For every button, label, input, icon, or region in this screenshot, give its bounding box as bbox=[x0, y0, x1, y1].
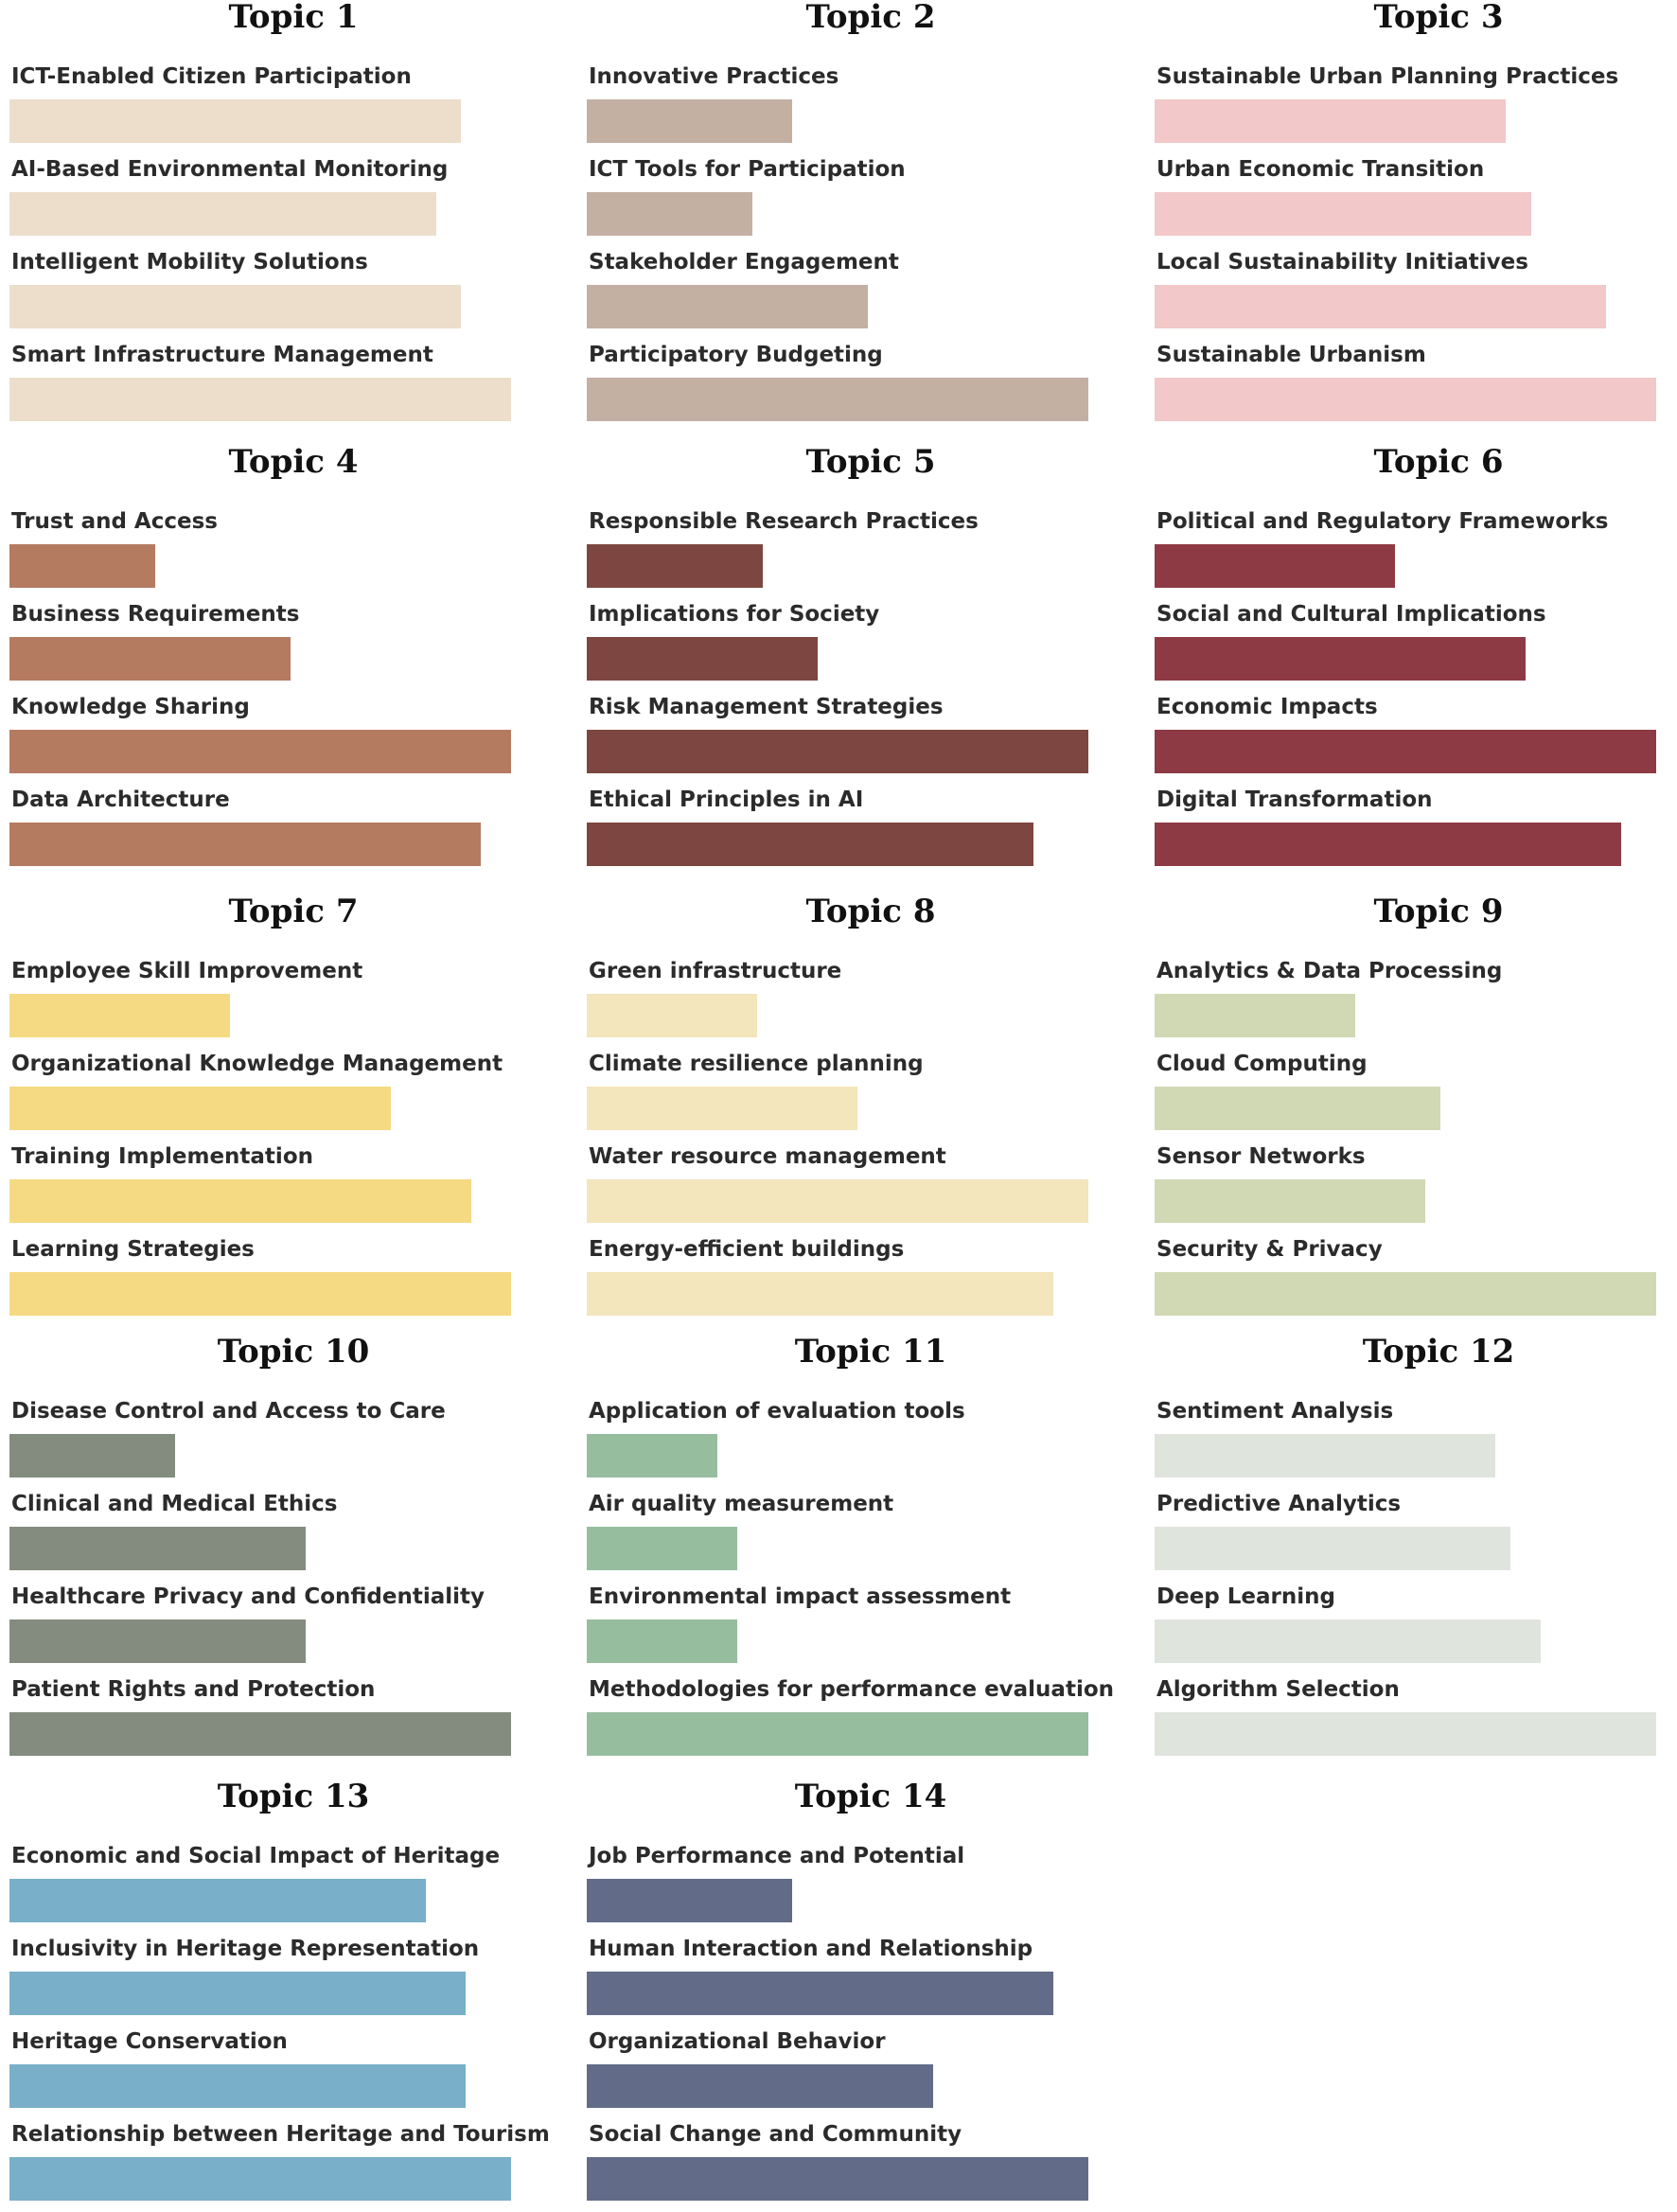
chart-title: Topic 4 bbox=[228, 443, 359, 481]
bar bbox=[1155, 99, 1506, 143]
bar-row bbox=[9, 506, 577, 599]
chart-title: Topic 2 bbox=[805, 0, 936, 36]
topic-panel bbox=[587, 445, 1155, 877]
bar bbox=[1155, 994, 1355, 1037]
topic-panel bbox=[9, 0, 577, 433]
bar-row bbox=[1155, 340, 1677, 433]
bar bbox=[587, 378, 1088, 421]
topic-panel bbox=[587, 1779, 1155, 2212]
bar-row bbox=[9, 1582, 577, 1674]
bar bbox=[9, 1087, 391, 1130]
topic-panel bbox=[587, 1335, 1155, 1767]
category-label: Methodologies for performance evaluation bbox=[589, 1677, 1115, 1702]
category-label: Deep Learning bbox=[1156, 1584, 1335, 1609]
category-label: Security & Privacy bbox=[1156, 1237, 1383, 1262]
bar-row bbox=[587, 692, 1155, 785]
bar bbox=[9, 730, 511, 773]
category-label: Environmental impact assessment bbox=[589, 1584, 1012, 1609]
category-label: ICT-Enabled Citizen Participation bbox=[11, 64, 412, 89]
bar bbox=[587, 1972, 1053, 2015]
bar bbox=[1155, 1619, 1541, 1663]
category-label: Smart Infrastructure Management bbox=[11, 343, 433, 367]
bar bbox=[1155, 637, 1526, 681]
bar-row bbox=[9, 599, 577, 692]
category-label: Political and Regulatory Frameworks bbox=[1156, 509, 1609, 534]
topic-panel bbox=[587, 0, 1155, 433]
bar bbox=[9, 99, 461, 143]
bar bbox=[9, 192, 436, 236]
bar-row bbox=[9, 62, 577, 154]
topic-panel bbox=[9, 1335, 577, 1767]
bar-row bbox=[587, 1934, 1155, 2026]
category-label: Healthcare Privacy and Confidentiality bbox=[11, 1584, 485, 1609]
category-label: Participatory Budgeting bbox=[589, 343, 883, 367]
bar-row bbox=[587, 1841, 1155, 1934]
bar-row bbox=[587, 1396, 1155, 1489]
bar bbox=[1155, 1272, 1656, 1316]
category-label: Patient Rights and Protection bbox=[11, 1677, 376, 1702]
category-label: Intelligent Mobility Solutions bbox=[11, 250, 368, 274]
bar bbox=[1155, 285, 1606, 328]
bar bbox=[1155, 192, 1531, 236]
category-label: Inclusivity in Heritage Representation bbox=[11, 1937, 480, 1961]
topic-panel bbox=[587, 894, 1155, 1327]
bar-row bbox=[1155, 1234, 1677, 1327]
category-label: Social Change and Community bbox=[589, 2122, 962, 2147]
bar-row bbox=[587, 785, 1155, 877]
bar bbox=[1155, 378, 1656, 421]
category-label: Algorithm Selection bbox=[1156, 1677, 1400, 1702]
bar bbox=[587, 994, 757, 1037]
bar-row bbox=[587, 1674, 1155, 1767]
bar-row bbox=[9, 1396, 577, 1489]
chart-title: Topic 6 bbox=[1373, 443, 1504, 481]
bar bbox=[587, 730, 1088, 773]
bar-row bbox=[1155, 1396, 1677, 1489]
category-label: Sensor Networks bbox=[1156, 1144, 1366, 1169]
bar-row bbox=[587, 62, 1155, 154]
bar bbox=[587, 192, 752, 236]
bar bbox=[9, 2064, 466, 2108]
bar-row bbox=[1155, 692, 1677, 785]
bar-row bbox=[9, 1234, 577, 1327]
category-label: Knowledge Sharing bbox=[11, 695, 250, 719]
category-label: Responsible Research Practices bbox=[589, 509, 979, 534]
bar bbox=[9, 1879, 426, 1922]
category-label: Ethical Principles in AI bbox=[589, 787, 864, 812]
topic-panel bbox=[1155, 1335, 1677, 1767]
bar-row bbox=[587, 340, 1155, 433]
category-label: Sustainable Urbanism bbox=[1156, 343, 1426, 367]
category-label: Job Performance and Potential bbox=[589, 1844, 965, 1868]
bar bbox=[9, 1272, 511, 1316]
bar-row bbox=[9, 956, 577, 1049]
category-label: Analytics & Data Processing bbox=[1156, 959, 1503, 983]
bar bbox=[9, 544, 155, 588]
bar-row bbox=[9, 1674, 577, 1767]
topic-panel bbox=[9, 1779, 577, 2212]
bar-row bbox=[587, 1049, 1155, 1141]
bar bbox=[1155, 1179, 1425, 1223]
bar-row bbox=[1155, 599, 1677, 692]
category-label: Economic and Social Impact of Heritage bbox=[11, 1844, 501, 1868]
bar bbox=[1155, 544, 1395, 588]
bar-row bbox=[9, 785, 577, 877]
bar bbox=[587, 285, 868, 328]
bar bbox=[587, 637, 818, 681]
bar-row bbox=[1155, 62, 1677, 154]
bar bbox=[587, 2064, 933, 2108]
bar bbox=[1155, 823, 1621, 866]
bar-row bbox=[587, 1234, 1155, 1327]
bar bbox=[9, 994, 230, 1037]
topic-panel bbox=[1155, 0, 1677, 433]
category-label: Energy-efficient buildings bbox=[589, 1237, 905, 1262]
bar bbox=[587, 1272, 1053, 1316]
bar-row bbox=[9, 340, 577, 433]
chart-title: Topic 14 bbox=[794, 1778, 947, 1815]
bar-row bbox=[587, 599, 1155, 692]
category-label: Organizational Knowledge Management bbox=[11, 1052, 503, 1076]
category-label: Training Implementation bbox=[11, 1144, 313, 1169]
bar bbox=[587, 99, 792, 143]
bar bbox=[587, 1527, 737, 1570]
category-label: Risk Management Strategies bbox=[589, 695, 944, 719]
bar bbox=[1155, 1434, 1495, 1478]
bar-row bbox=[9, 2119, 577, 2212]
bar-row bbox=[587, 1582, 1155, 1674]
topic-panel bbox=[9, 445, 577, 877]
bar bbox=[587, 1712, 1088, 1756]
bar-row bbox=[9, 1141, 577, 1234]
bar bbox=[9, 1619, 306, 1663]
chart-title: Topic 8 bbox=[805, 893, 936, 930]
bar-row bbox=[587, 2119, 1155, 2212]
bar bbox=[1155, 1527, 1510, 1570]
bar-row bbox=[9, 247, 577, 340]
bar bbox=[9, 1434, 175, 1478]
bar-row bbox=[1155, 506, 1677, 599]
chart-title: Topic 7 bbox=[228, 893, 359, 930]
bar-row bbox=[587, 506, 1155, 599]
bar-row bbox=[1155, 1049, 1677, 1141]
bar-row bbox=[1155, 1141, 1677, 1234]
category-label: Social and Cultural Implications bbox=[1156, 602, 1546, 627]
category-label: ICT Tools for Participation bbox=[589, 157, 906, 182]
category-label: Stakeholder Engagement bbox=[589, 250, 899, 274]
bar-row bbox=[1155, 1582, 1677, 1674]
category-label: Data Architecture bbox=[11, 787, 230, 812]
bar-row bbox=[1155, 247, 1677, 340]
bar bbox=[9, 285, 461, 328]
bar-row bbox=[9, 154, 577, 247]
category-label: Relationship between Heritage and Tourism bbox=[11, 2122, 550, 2147]
category-label: Innovative Practices bbox=[589, 64, 839, 89]
bar-row bbox=[1155, 154, 1677, 247]
topic-panel bbox=[9, 894, 577, 1327]
category-label: Green infrastructure bbox=[589, 959, 842, 983]
category-label: Organizational Behavior bbox=[589, 2029, 886, 2054]
category-label: Disease Control and Access to Care bbox=[11, 1399, 446, 1424]
bar bbox=[9, 823, 481, 866]
bar bbox=[1155, 1712, 1656, 1756]
bar bbox=[1155, 730, 1656, 773]
category-label: Clinical and Medical Ethics bbox=[11, 1492, 338, 1516]
bar bbox=[9, 1972, 466, 2015]
category-label: Sustainable Urban Planning Practices bbox=[1156, 64, 1619, 89]
chart-title: Topic 9 bbox=[1373, 893, 1504, 930]
bar bbox=[587, 1087, 857, 1130]
bar-row bbox=[1155, 1674, 1677, 1767]
category-label: Sentiment Analysis bbox=[1156, 1399, 1394, 1424]
bar-row bbox=[1155, 956, 1677, 1049]
chart-title: Topic 11 bbox=[794, 1333, 947, 1371]
category-label: Predictive Analytics bbox=[1156, 1492, 1402, 1516]
bar bbox=[587, 1619, 737, 1663]
bar bbox=[9, 1179, 471, 1223]
bar-row bbox=[587, 1489, 1155, 1582]
bar-row bbox=[9, 1841, 577, 1934]
bar bbox=[587, 544, 763, 588]
category-label: Business Requirements bbox=[11, 602, 300, 627]
bar-row bbox=[587, 154, 1155, 247]
category-label: Local Sustainability Initiatives bbox=[1156, 250, 1528, 274]
bar-row bbox=[1155, 1489, 1677, 1582]
category-label: AI-Based Environmental Monitoring bbox=[11, 157, 449, 182]
category-label: Trust and Access bbox=[11, 509, 218, 534]
bar bbox=[587, 823, 1033, 866]
bar bbox=[9, 1527, 306, 1570]
category-label: Application of evaluation tools bbox=[589, 1399, 965, 1424]
category-label: Heritage Conservation bbox=[11, 2029, 288, 2054]
chart-title: Topic 12 bbox=[1362, 1333, 1515, 1371]
chart-title: Topic 1 bbox=[228, 0, 359, 36]
topic-panel bbox=[1155, 445, 1677, 877]
bar bbox=[9, 2157, 511, 2201]
bar-row bbox=[9, 1049, 577, 1141]
category-label: Learning Strategies bbox=[11, 1237, 255, 1262]
bar bbox=[587, 2157, 1088, 2201]
bar-row bbox=[9, 1934, 577, 2026]
bar bbox=[9, 637, 291, 681]
bar-row bbox=[9, 692, 577, 785]
bar-row bbox=[1155, 785, 1677, 877]
bar bbox=[587, 1179, 1088, 1223]
category-label: Employee Skill Improvement bbox=[11, 959, 363, 983]
topic-panel bbox=[1155, 894, 1677, 1327]
bar-row bbox=[9, 2026, 577, 2119]
bar bbox=[1155, 1087, 1440, 1130]
category-label: Air quality measurement bbox=[589, 1492, 894, 1516]
category-label: Digital Transformation bbox=[1156, 787, 1433, 812]
category-label: Water resource management bbox=[589, 1144, 946, 1169]
chart-title: Topic 10 bbox=[217, 1333, 370, 1371]
category-label: Urban Economic Transition bbox=[1156, 157, 1485, 182]
bar-row bbox=[587, 956, 1155, 1049]
chart-title: Topic 13 bbox=[217, 1778, 370, 1815]
category-label: Economic Impacts bbox=[1156, 695, 1378, 719]
bar bbox=[587, 1879, 792, 1922]
bar-row bbox=[587, 1141, 1155, 1234]
category-label: Climate resilience planning bbox=[589, 1052, 924, 1076]
bar bbox=[9, 1712, 511, 1756]
bar-row bbox=[587, 247, 1155, 340]
bar bbox=[587, 1434, 717, 1478]
bar bbox=[9, 378, 511, 421]
category-label: Human Interaction and Relationship bbox=[589, 1937, 1033, 1961]
chart-title: Topic 5 bbox=[805, 443, 936, 481]
category-label: Implications for Society bbox=[589, 602, 880, 627]
bar-row bbox=[587, 2026, 1155, 2119]
chart-title: Topic 3 bbox=[1373, 0, 1504, 36]
bar-row bbox=[9, 1489, 577, 1582]
category-label: Cloud Computing bbox=[1156, 1052, 1368, 1076]
